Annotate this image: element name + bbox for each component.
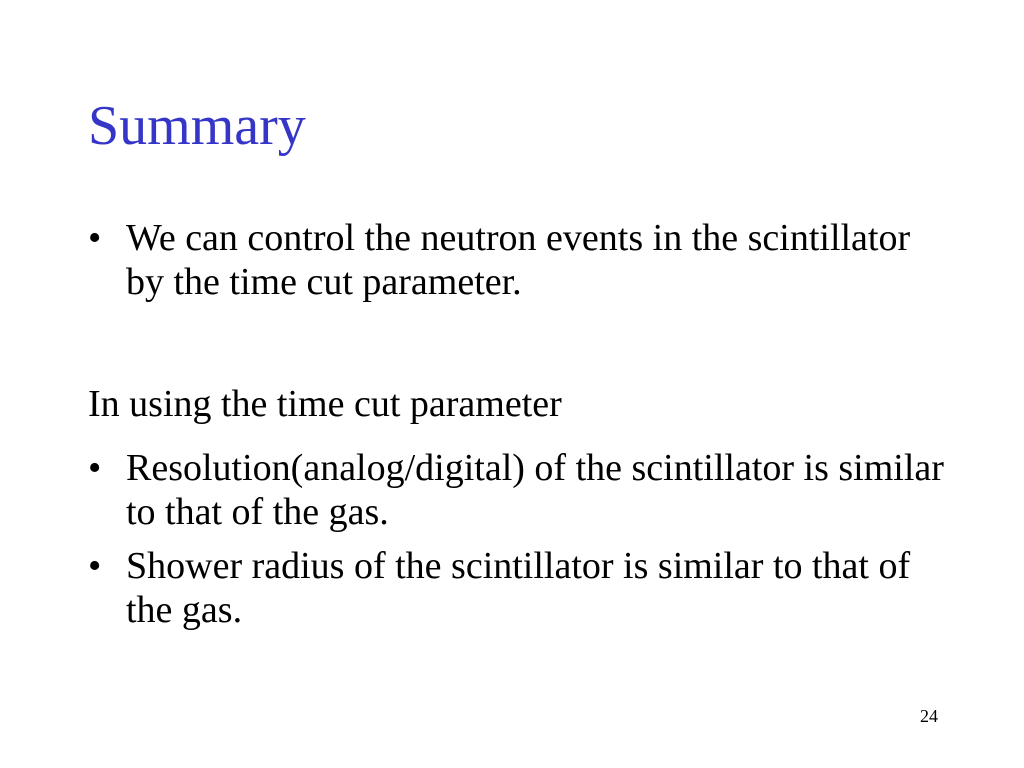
page-number: 24	[920, 706, 938, 726]
summary-bullet-text: We can control the neutron events in the scintillator by the time cut parameter.	[126, 217, 911, 303]
summary-bullet-text: Resolution(analog/digital) of the scintillator is similar to that of the gas.	[126, 447, 944, 533]
summary-bullet-item	[88, 544, 948, 632]
summary-bullet-item	[88, 216, 948, 304]
slide-title: Summary	[88, 95, 306, 157]
summary-bullet-item	[88, 446, 948, 534]
bullet-point-icon: •	[88, 217, 102, 259]
summary-bullet-text: Shower radius of the scintillator is similar to that of the gas.	[126, 545, 911, 631]
section-intro-text: In using the time cut parameter	[88, 383, 562, 425]
bullet-point-icon: •	[88, 545, 102, 587]
summary-first-bullet-list	[88, 216, 948, 304]
summary-second-bullet-list	[88, 446, 948, 632]
bullet-point-icon: •	[88, 447, 102, 489]
